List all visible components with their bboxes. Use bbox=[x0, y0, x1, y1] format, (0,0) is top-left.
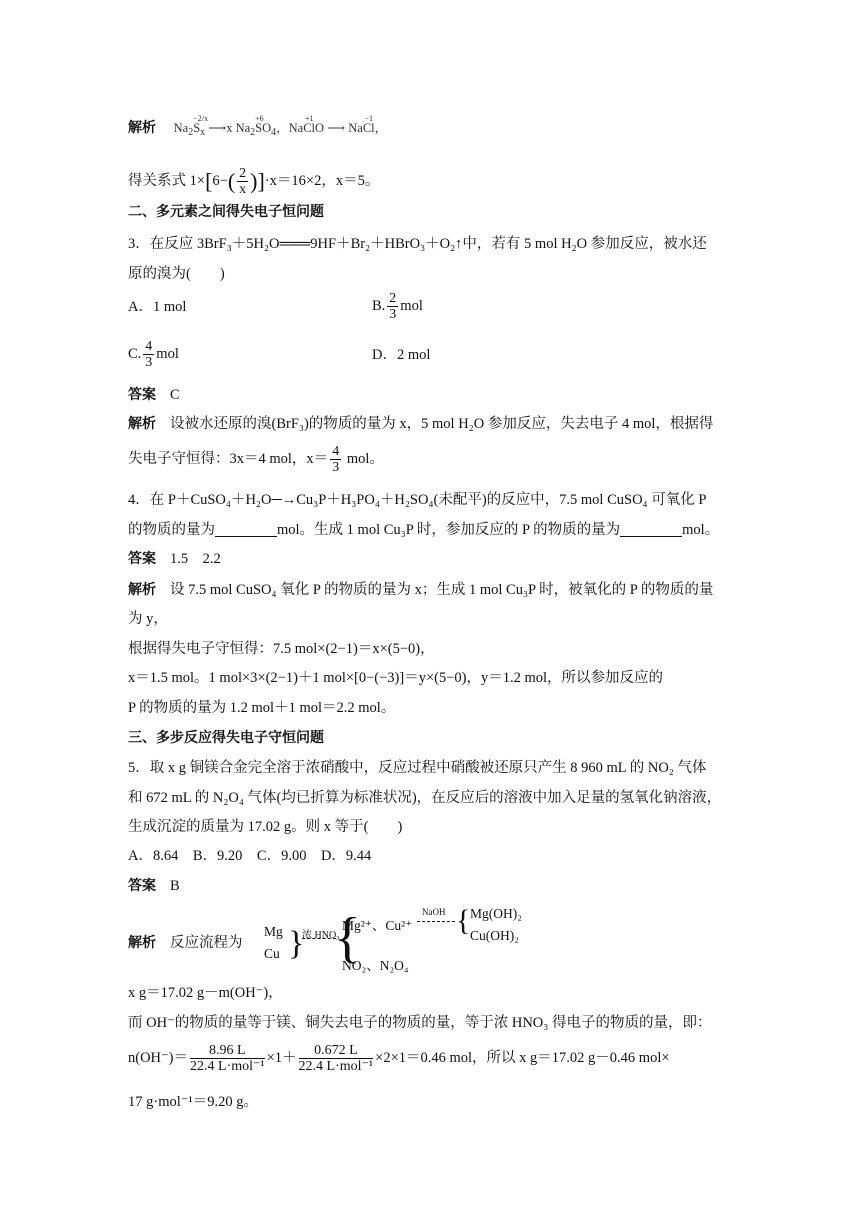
q5-analysis-label: 解析 反应流程为 bbox=[128, 935, 243, 951]
q3-analysis-2: 失电子守恒得：3x＝4 mol，x＝ $\frac{4}{3}$ mol。 bbox=[128, 444, 384, 475]
q3-option-d: D．2 mol bbox=[372, 347, 431, 363]
flow-hno3: 浓 HNO₃ bbox=[302, 930, 340, 941]
q3-option-c: C. $\frac{4}{3}$ mol bbox=[128, 339, 179, 370]
q5-options: A．8.64 B．9.20 C．9.00 D．9.44 bbox=[128, 848, 372, 864]
q5-analysis-1: x g＝17.02 g－m(OH⁻)， bbox=[128, 985, 283, 1001]
reaction-flow-diagram bbox=[262, 904, 562, 972]
q4-line-2: 的物质的量为 mol。生成 1 mol Cu₃P 时，参加反应的 P 的物质的量为 mol。 bbox=[128, 522, 720, 538]
q4-analysis-1: 解析 设 7.5 mol CuSO₄ 氧化 P 的物质的量为 x；生成 1 mol Cu₃P 时，被氧化的 P 的物质的量 bbox=[128, 582, 714, 598]
q4-analysis-4: x＝1.5 mol。1 mol×3×(2−1)＋1 mol×[0−(−3)]＝y×(5−0)，y＝1.2 mol，所以参加反应的 bbox=[128, 670, 664, 686]
q5-analysis-2: 而 OH⁻的物质的量等于镁、铜失去电子的物质的量，等于浓 HNO₃ 得电子的物质的量，即： bbox=[128, 1015, 712, 1031]
flow-cu: Cu bbox=[264, 946, 280, 961]
q3-option-a: A．1 mol bbox=[128, 299, 187, 315]
q4-analysis-3: 根据得失电子守恒得：7.5 mol×(2−1)＝x×(5−0)， bbox=[128, 641, 435, 657]
q5-line-2: 和 672 mL 的 N₂O₄ 气体(均已折算为标准状况)，在反应后的溶液中加入足量的氢氧化钠溶液， bbox=[128, 790, 722, 806]
flow-gases: NO₂、N₂O₄ bbox=[342, 958, 409, 973]
q3-answer: 答案 C bbox=[128, 387, 180, 403]
flow-cuoh: Cu(OH)₂ bbox=[470, 928, 519, 943]
q4-answer: 答案 1.5 2.2 bbox=[128, 551, 221, 567]
flow-ions: Mg²⁺、Cu²⁺ bbox=[342, 918, 413, 933]
section-heading-2: 二、多元素之间得失电子恒问题 bbox=[128, 204, 324, 220]
flow-arrow-1 bbox=[302, 938, 336, 939]
flow-naoh: NaOH bbox=[422, 907, 446, 917]
brace-1: } bbox=[288, 925, 305, 962]
relation-line: 得关系式 1×[6−( $\frac{2}{x}$ )]·x＝16×2，x＝5。 bbox=[128, 166, 380, 197]
q3-line-1: 3．在反应 3BrF₃＋5H₂O═══9HF＋Br₂＋HBrO₃＋O₂↑中，若有 5 mol H₂O 参加反应，被水还 bbox=[128, 236, 707, 252]
blank-1[interactable] bbox=[215, 522, 277, 537]
fraction-2-over-x: $\frac{2}{x}$ bbox=[239, 166, 247, 197]
q4-analysis-2: 为 y， bbox=[128, 611, 168, 627]
q3-option-b: B. $\frac{2}{3}$ mol bbox=[372, 291, 423, 322]
flow-arrow-2 bbox=[417, 921, 455, 922]
formula-na2sx: $Na_2$ −2/x $S_x$ ⟶x $Na_2$ +6 $SO_4$，Na +1 ClO ⟶ Na −1 Cl， bbox=[173, 114, 388, 138]
brace-3: { bbox=[456, 904, 471, 937]
analysis-line-1 bbox=[128, 114, 388, 138]
q4-analysis-5: P 的物质的量为 1.2 mol＋1 mol＝2.2 mol。 bbox=[128, 700, 396, 716]
blank-2[interactable] bbox=[620, 522, 682, 537]
q5-analysis-4: 17 g·mol⁻¹＝9.20 g。 bbox=[128, 1094, 259, 1110]
brace-2: { bbox=[334, 907, 361, 969]
section-heading-3: 三、多步反应得失电子守恒问题 bbox=[128, 730, 324, 746]
q5-line-1: 5．取 x g 铜镁合金完全溶于浓硝酸中，反应过程中硝酸被还原只产生 8 960 mL 的 NO₂ 气体 bbox=[128, 760, 707, 776]
flow-mgoh: Mg(OH)₂ bbox=[470, 906, 522, 921]
q3-line-2: 原的溴为( ) bbox=[128, 266, 225, 282]
flow-mg: Mg bbox=[264, 924, 283, 939]
q5-line-3: 生成沉淀的质量为 17.02 g。则 x 等于( ) bbox=[128, 819, 403, 835]
q3-analysis-1: 解析 设被水还原的溴(BrF₃)的物质的量为 x，5 mol H₂O 参加反应，失去电子 4 mol，根据得 bbox=[128, 416, 714, 432]
q4-line-1: 4．在 P＋CuSO₄＋H₂O─→Cu₃P＋H₃PO₄＋H₂SO₄(未配平)的反应中，7.5 mol CuSO₄ 可氧化 P bbox=[128, 492, 707, 508]
q5-analysis-3: n(OH⁻)＝ 8.96 L 22.4 L·mol⁻¹ ×1＋ 0.672 L 22.4 L·mol⁻¹ ×2×1＝0.46 mol，所以 x g＝17.02 g－0.46 mol× bbox=[128, 1043, 670, 1074]
q5-answer: 答案 B bbox=[128, 878, 180, 894]
label-analysis: 解析 bbox=[128, 120, 156, 136]
